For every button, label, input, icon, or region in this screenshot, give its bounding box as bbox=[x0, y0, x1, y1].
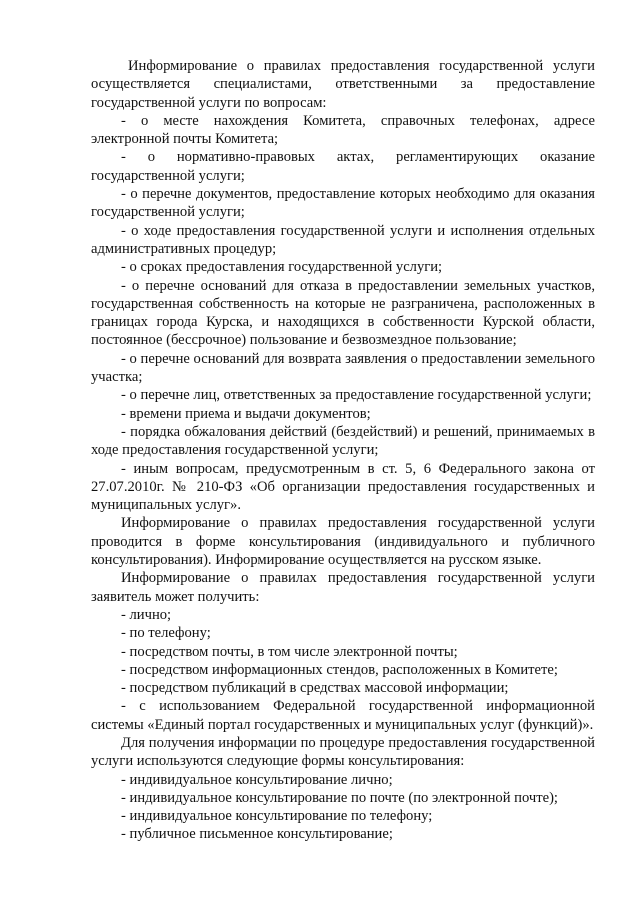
list-item: - иным вопросам, предусмотренным в ст. 5, 6 Федерального закона от 27.07.2010г. № 210-ФЗ «Об организации предоставления государственных и муниципальных услуг». bbox=[91, 460, 595, 514]
list-item: - посредством почты, в том числе электронной почты; bbox=[121, 643, 458, 660]
list-item: - о перечне лиц, ответственных за предоставление государственной услуги; bbox=[121, 387, 592, 404]
list-item: - о ходе предоставления государственной услуги и исполнения отдельных административных процедур; bbox=[91, 222, 595, 257]
list-item: - времени приема и выдачи документов; bbox=[121, 405, 371, 422]
body-paragraph: Информирование о правилах предоставления государственной услуги заявитель может получить: bbox=[91, 570, 595, 605]
list-item: - посредством публикаций в средствах массовой информации; bbox=[121, 680, 509, 697]
list-item: - о перечне оснований для возврата заявления о предоставлении земельного участка; bbox=[91, 350, 595, 386]
list-item: - индивидуальное консультирование по почте (по электронной почте); bbox=[121, 789, 558, 806]
document-body bbox=[91, 57, 595, 844]
list-item: - о перечне оснований для отказа в предоставлении земельных участков, государственная собственность на которые не разграничена, расположенных в границах города Курска, и находящихся в собственности Курской области, постоянное (бессрочное) пользование и безвозмездное пользование; bbox=[91, 277, 595, 349]
list-item: - по телефону; bbox=[121, 625, 211, 642]
list-item: - порядка обжалования действий (бездействий) и решений, принимаемых в ходе предоставления государственной услуги; bbox=[91, 423, 595, 459]
intro-paragraph: Информирование о правилах предоставления государственной услуги осуществляется специалистами, ответственными за предоставление государственной услуги по вопросам: bbox=[91, 58, 595, 111]
list-item: - о нормативно-правовых актах, регламентирующих оказание государственной услуги; bbox=[91, 149, 595, 184]
list-item: - индивидуальное консультирование лично; bbox=[121, 771, 393, 788]
list-item: - посредством информационных стендов, расположенных в Комитете; bbox=[121, 661, 558, 678]
body-paragraph: Для получения информации по процедуре предоставления государственной услуги используются следующие формы консультирования: bbox=[91, 734, 595, 770]
list-item: - о сроках предоставления государственной услуги; bbox=[121, 259, 443, 276]
body-paragraph: Информирование о правилах предоставления государственной услуги проводится в форме консультирования (индивидуального и публичного консультирования). Информирование осуществляется на русском языке. bbox=[91, 515, 595, 569]
list-item: - о перечне документов, предоставление которых необходимо для оказания государственной услуги; bbox=[91, 186, 595, 221]
list-item: - о месте нахождения Комитета, справочных телефонах, адресе электронной почты Комитета; bbox=[91, 112, 595, 148]
list-item: - с использованием Федеральной государственной информационной системы «Единый портал государственных и муниципальных услуг (функций)». bbox=[91, 698, 595, 733]
list-item: - публичное письменное консультирование; bbox=[121, 826, 393, 843]
list-item: - лично; bbox=[121, 606, 172, 623]
list-item: - индивидуальное консультирование по телефону; bbox=[121, 808, 433, 825]
